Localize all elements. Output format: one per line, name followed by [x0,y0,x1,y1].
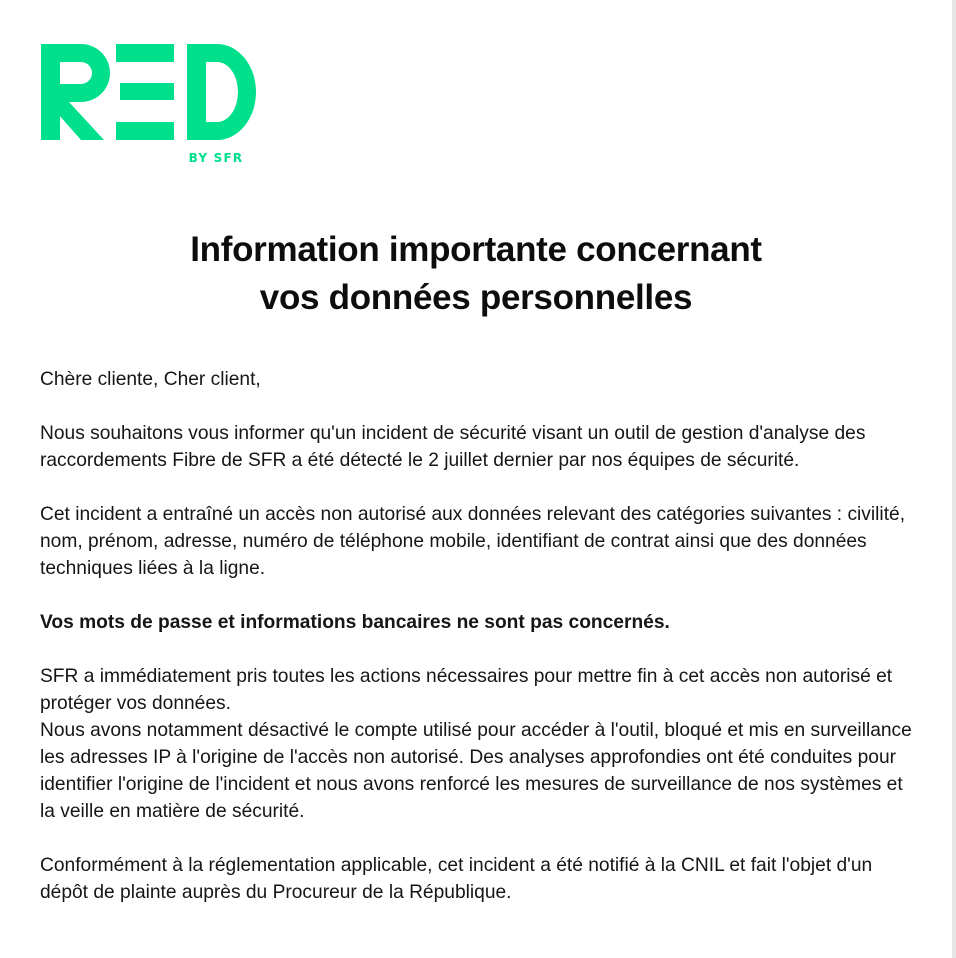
brand-tagline: BY SFR [188,151,244,165]
greeting: Chère cliente, Cher client, [40,369,261,390]
scrollbar-track [952,0,956,958]
paragraph-cnil: Conformément à la réglementation applicable, cet incident a été notifié à la CNIL et fait l'objet d'un dépôt de plainte auprès du Procureur de la République. [40,855,873,903]
page-title-line-2: vos données personnelles [259,278,693,317]
paragraph-data-categories: Cet incident a entraîné un accès non autorisé aux données relevant des catégories suivantes : civilité, nom, prénom, adresse, numéro de téléphone mobile, identifiant de contrat ainsi que des données techniques liées à la ligne. [40,504,906,579]
paragraph-measures: Nous avons notamment désactivé le compte utilisé pour accéder à l'outil, bloqué et mis en surveillance les adresses IP à l'origine de l'accès non autorisé. Des analyses approfondies ont été conduites pour identifier l'origine de l'incident et nous avons renforcé les mesures de surveillance de nos systèmes et la veille en matière de sécurité. [40,720,912,822]
paragraph-incident: Nous souhaitons vous informer qu'un incident de sécurité visant un outil de gestion d'analyse des raccordements Fibre de SFR a été détecté le 2 juillet dernier par nos équipes de sécurité. [40,423,866,471]
message-body [40,366,920,933]
paragraph-actions: SFR a immédiatement pris toutes les actions nécessaires pour mettre fin à cet accès non autorisé et protéger vos données. [40,666,893,714]
page-title [0,226,952,322]
paragraph-reassurance: Vos mots de passe et informations bancaires ne sont pas concernés. [40,612,670,633]
red-wordmark [41,44,256,140]
red-by-sfr-logo [41,38,257,168]
page-title-line-1: Information importante concernant [190,230,762,269]
